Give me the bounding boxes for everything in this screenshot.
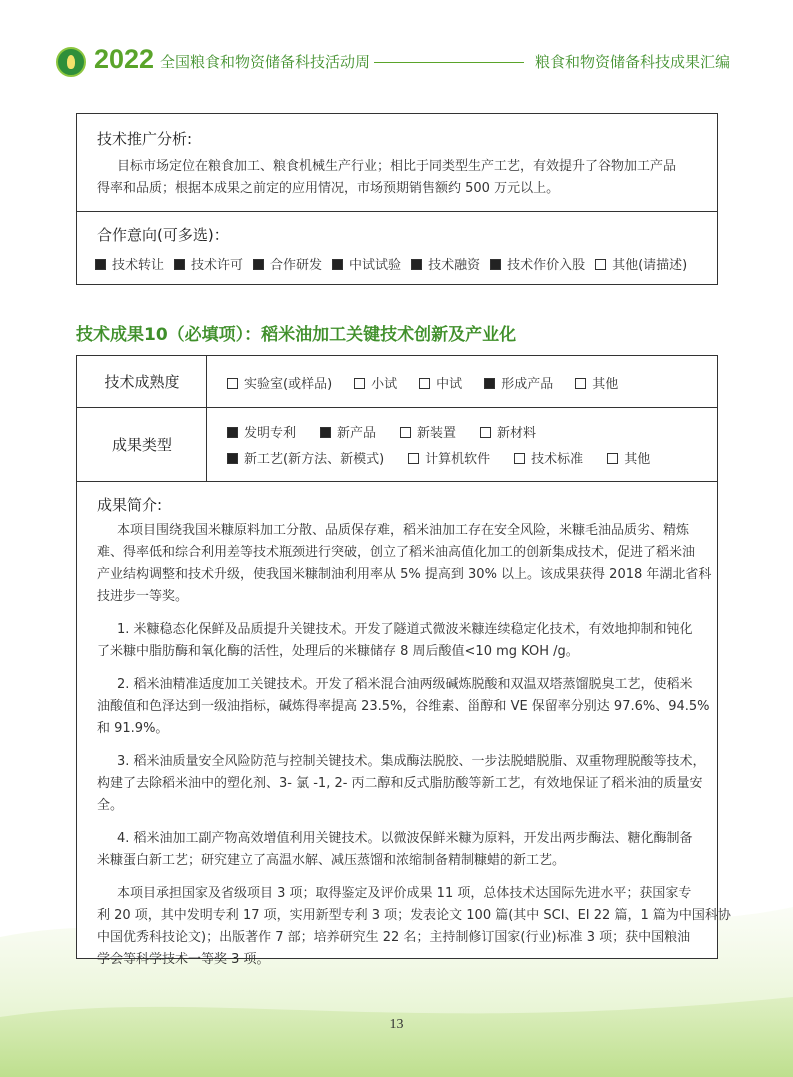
summary-paragraph xyxy=(97,619,701,663)
summary-line: 学会等科学技术一等奖 3 项。 xyxy=(97,952,270,967)
summary-paragraph xyxy=(97,828,701,872)
checkbox-option[interactable] xyxy=(408,448,490,467)
checkbox-option[interactable] xyxy=(480,422,536,441)
checkbox-option-label: 技术融资 xyxy=(428,258,481,273)
result-table xyxy=(76,355,731,967)
checked-box-icon[interactable] xyxy=(227,453,238,464)
checkbox-option[interactable] xyxy=(514,448,583,467)
summary-paragraph xyxy=(97,520,712,608)
summary-paragraph xyxy=(97,751,706,817)
checkbox-option-label: 技术许可 xyxy=(191,258,244,273)
checkbox-option-label: 新材料 xyxy=(497,426,537,441)
checked-box-icon[interactable] xyxy=(95,259,106,270)
summary-line: 产业结构调整和技术升级，使我国米糠制油利用率从 5% 提高到 30% 以上。该成果获得 2018 年湖北省科 xyxy=(97,567,712,582)
summary-line: 本项目承担国家及省级项目 3 项；取得鉴定及评价成果 11 项，总体技术达国际先进水平；获国家专 xyxy=(117,886,692,901)
checkbox-option-label: 形成产品 xyxy=(501,377,554,392)
checkbox-option-label: 其他 xyxy=(624,452,651,467)
page-header xyxy=(0,0,793,80)
summary-line: 米糠蛋白新工艺；研究建立了高温水解、减压蒸馏和浓缩制备精制糠蜡的新工艺。 xyxy=(97,853,566,868)
result-type-options-row1 xyxy=(227,422,560,441)
checkbox-option[interactable] xyxy=(320,422,376,441)
section-title: 技术成果10（必填项）：稻米油加工关键技术创新及产业化 xyxy=(76,325,517,345)
checkbox-option-label: 技术作价入股 xyxy=(507,258,586,273)
cooperation-options xyxy=(95,254,697,273)
promotion-cell xyxy=(77,114,717,212)
summary-line: 难、得率低和综合利用差等技术瓶颈进行突破，创立了稻米油高值化加工的创新集成技术，促进了稻米油 xyxy=(97,545,696,560)
summary-line: 3. 稻米油质量安全风险防范与控制关键技术。集成酶法脱胶、一步法脱蜡脱脂、双重物理脱酸等技术， xyxy=(117,754,706,769)
header-right-title: 粮食和物资储备科技成果汇编 xyxy=(535,53,731,71)
unchecked-box-icon[interactable] xyxy=(419,378,430,389)
checkbox-option[interactable] xyxy=(227,373,332,392)
checkbox-option-label: 合作研发 xyxy=(270,258,323,273)
checkbox-option[interactable] xyxy=(595,254,687,273)
summary-line: 和 91.9%。 xyxy=(97,721,169,736)
summary-line: 了米糠中脂肪酶和氧化酶的活性，处理后的米糠储存 8 周后酸值<10 mg KOH /g。 xyxy=(97,644,579,659)
checked-box-icon[interactable] xyxy=(320,427,331,438)
maturity-label: 技术成熟度 xyxy=(104,373,180,391)
unchecked-box-icon[interactable] xyxy=(514,453,525,464)
unchecked-box-icon[interactable] xyxy=(575,378,586,389)
checkbox-option[interactable] xyxy=(575,373,618,392)
checkbox-option-label: 计算机软件 xyxy=(425,452,491,467)
logo-icon xyxy=(56,47,86,77)
checkbox-option-label: 其他(请描述) xyxy=(612,258,688,273)
checkbox-option-label: 新工艺(新方法、新模式) xyxy=(244,452,385,467)
summary-line: 4. 稻米油加工副产物高效增值利用关键技术。以微波保鲜米糠为原料，开发出两步酶法、糖化酶制备 xyxy=(117,831,693,846)
result-type-label: 成果类型 xyxy=(111,436,172,454)
checkbox-option[interactable] xyxy=(490,254,585,273)
summary-line: 1. 米糠稳态化保鲜及品质提升关键技术。开发了隧道式微波米糠连续稳定化技术，有效地抑制和钝化 xyxy=(117,622,693,637)
checkbox-option-label: 技术标准 xyxy=(531,452,584,467)
summary-paragraph xyxy=(97,674,710,740)
summary-line: 2. 稻米油精准适度加工关键技术。开发了稻米混合油两级碱炼脱酸和双温双塔蒸馏脱臭工艺，使稻米 xyxy=(117,677,693,692)
header-title: 全国粮食和物资储备科技活动周 xyxy=(160,53,371,71)
checkbox-option[interactable] xyxy=(227,448,384,467)
checkbox-option-label: 其他 xyxy=(592,377,619,392)
summary-line: 利 20 项，其中发明专利 17 项，实用新型专利 3 项；发表论文 100 篇(其中 SCI、EI 22 篇，1 篇为中国科协 xyxy=(97,908,731,923)
checkbox-option-label: 小试 xyxy=(371,377,398,392)
checkbox-option[interactable] xyxy=(411,254,480,273)
summary-body xyxy=(97,520,731,982)
checkbox-option[interactable] xyxy=(253,254,322,273)
checked-box-icon[interactable] xyxy=(332,259,343,270)
checkbox-option-label: 中试试验 xyxy=(349,258,402,273)
summary-line: 构建了去除稻米油中的塑化剂、3- 氯 -1, 2- 丙二醇和反式脂肪酸等新工艺，有效地保证了稻米油的质量安 xyxy=(97,776,703,791)
promotion-label: 技术推广分析: xyxy=(97,130,193,148)
summary-line: 全。 xyxy=(97,798,124,813)
result-type-options-row2 xyxy=(227,448,674,467)
checked-box-icon[interactable] xyxy=(484,378,495,389)
checkbox-option-label: 新产品 xyxy=(337,426,377,441)
checkbox-option-label: 发明专利 xyxy=(244,426,297,441)
unchecked-box-icon[interactable] xyxy=(607,453,618,464)
checkbox-option[interactable] xyxy=(607,448,650,467)
page-number: 13 xyxy=(389,1017,404,1032)
checkbox-option[interactable] xyxy=(400,422,456,441)
checkbox-option[interactable] xyxy=(227,422,296,441)
checkbox-option-label: 实验室(或样品) xyxy=(244,377,333,392)
result-type-row xyxy=(77,408,717,482)
unchecked-box-icon[interactable] xyxy=(595,259,606,270)
header-year: 2022 xyxy=(94,44,155,74)
unchecked-box-icon[interactable] xyxy=(354,378,365,389)
maturity-options xyxy=(227,373,640,392)
checkbox-option[interactable] xyxy=(332,254,401,273)
checkbox-option-label: 技术转让 xyxy=(112,258,165,273)
checked-box-icon[interactable] xyxy=(174,259,185,270)
maturity-row xyxy=(77,356,717,408)
summary-paragraph xyxy=(97,883,731,971)
checkbox-option-label: 中试 xyxy=(436,377,463,392)
unchecked-box-icon[interactable] xyxy=(400,427,411,438)
promotion-text-line2: 得率和品质；根据本成果之前定的应用情况，市场预期销售额约 500 万元以上。 xyxy=(97,181,560,196)
header-divider xyxy=(374,62,524,63)
summary-line: 油酸值和色泽达到一级油指标，碱炼得率提高 23.5%，谷维素、甾醇和 VE 保留率分别达 97.6%、94.5% xyxy=(97,699,710,714)
checked-box-icon[interactable] xyxy=(490,259,501,270)
promotion-text-line1: 目标市场定位在粮食加工、粮食机械生产行业；相比于同类型生产工艺，有效提升了谷物加工产品 xyxy=(117,159,677,174)
summary-line: 本项目围绕我国米糠原料加工分散、品质保存难，稻米油加工存在安全风险，米糠毛油品质劣、精炼 xyxy=(117,523,690,538)
checked-box-icon[interactable] xyxy=(227,427,238,438)
checkbox-option[interactable] xyxy=(95,254,164,273)
result-type-label-cell xyxy=(77,408,207,481)
unchecked-box-icon[interactable] xyxy=(408,453,419,464)
promotion-table xyxy=(76,113,718,285)
maturity-label-cell xyxy=(77,356,207,407)
checkbox-option[interactable] xyxy=(174,254,243,273)
summary-line: 技进步一等奖。 xyxy=(97,589,189,604)
checkbox-option-label: 新装置 xyxy=(417,426,457,441)
checkbox-option[interactable] xyxy=(484,373,553,392)
checkbox-option[interactable] xyxy=(354,373,397,392)
cooperation-label: 合作意向(可多选)： xyxy=(97,226,229,244)
summary-label: 成果简介: xyxy=(97,496,163,514)
unchecked-box-icon[interactable] xyxy=(227,378,238,389)
checked-box-icon[interactable] xyxy=(411,259,422,270)
checked-box-icon[interactable] xyxy=(253,259,264,270)
summary-line: 中国优秀科技论文)；出版著作 7 部；培养研究生 22 名；主持制修订国家(行业)标准 3 项；获中国粮油 xyxy=(97,930,691,945)
unchecked-box-icon[interactable] xyxy=(480,427,491,438)
checkbox-option[interactable] xyxy=(419,373,462,392)
